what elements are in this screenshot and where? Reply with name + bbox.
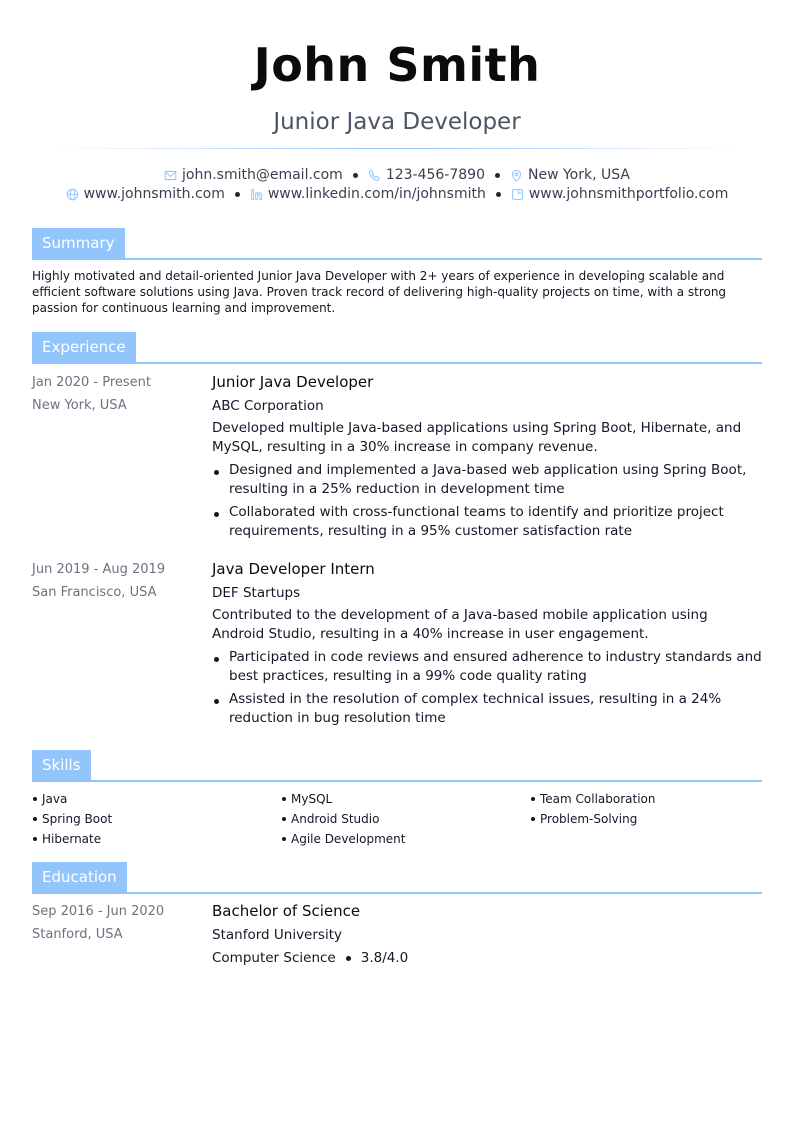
experience-role: Junior Java Developer (212, 373, 374, 391)
experience-section-header (32, 332, 762, 364)
experience-bullet: Designed and implemented a Java-based web application using Spring Boot, resulting in a 25% reduction in development time (212, 461, 764, 499)
skill-item: Problem-Solving (530, 809, 762, 829)
education-details (212, 900, 764, 970)
experience-meta (32, 558, 202, 604)
phone-icon (368, 169, 381, 182)
contact-portfolio[interactable] (511, 185, 729, 203)
education-dates: Sep 2016 - Jun 2020 (32, 904, 165, 919)
education-field-line (212, 947, 764, 970)
education-separator (346, 956, 351, 961)
skills-list (32, 789, 762, 849)
contact-location-text: New York, USA (528, 167, 630, 183)
education-gpa: 3.8/4.0 (360, 950, 409, 966)
skills-heading: Skills (32, 750, 91, 780)
education-section-header (32, 862, 762, 894)
globe-icon (66, 188, 79, 201)
email-icon (164, 169, 177, 182)
education-meta (32, 900, 202, 946)
contact-location (510, 166, 630, 184)
education-degree: Bachelor of Science (212, 902, 361, 920)
location-pin-icon (510, 169, 523, 182)
contact-row-links (0, 185, 794, 203)
experience-heading: Experience (32, 332, 136, 362)
experience-description: Developed multiple Java-based applications using Spring Boot, Hibernate, and MySQL, resulting in a 30% increase in company revenue. (212, 420, 742, 455)
experience-company: DEF Startups (212, 585, 301, 601)
resume-name: John Smith (253, 38, 541, 92)
education-location: Stanford, USA (32, 927, 123, 942)
experience-bullet: Participated in code reviews and ensured adherence to industry standards and best practices, resulting in a 99% code quality rating (212, 648, 764, 686)
experience-bullets (212, 461, 764, 541)
education-school: Stanford University (212, 927, 342, 943)
contact-email-text: john.smith@email.com (182, 167, 343, 183)
education-field: Computer Science (212, 950, 336, 966)
experience-bullets (212, 648, 764, 728)
contact-phone[interactable] (368, 166, 485, 184)
skill-item: Team Collaboration (530, 789, 762, 809)
experience-meta (32, 371, 202, 417)
experience-details (212, 558, 764, 732)
resume-title: Junior Java Developer (273, 109, 521, 135)
skill-item: Spring Boot (32, 809, 281, 829)
education-heading: Education (32, 862, 127, 892)
summary-text: Highly motivated and detail-oriented Junior Java Developer with 2+ years of experience in developing scalable and efficient software solutions using Java. Proven track record of delivering high-quality projects on time, with a strong passion for continuous learning and improvement. (32, 269, 727, 315)
experience-dates: Jun 2019 - Aug 2019 (32, 562, 166, 577)
contact-linkedin[interactable] (250, 185, 486, 203)
summary-heading: Summary (32, 228, 125, 258)
contact-separator (235, 192, 240, 197)
skill-item: Android Studio (281, 809, 530, 829)
experience-location: New York, USA (32, 398, 127, 413)
experience-role: Java Developer Intern (212, 560, 375, 578)
contact-website[interactable] (66, 185, 225, 203)
contact-row-primary (0, 166, 794, 184)
summary-section-header (32, 228, 762, 260)
skill-item: Hibernate (32, 829, 281, 849)
experience-details (212, 371, 764, 545)
experience-location: San Francisco, USA (32, 585, 157, 600)
contact-email[interactable] (164, 166, 343, 184)
contact-phone-text: 123-456-7890 (385, 167, 485, 183)
experience-description: Contributed to the development of a Java-based mobile application using Android Studio, resulting in a 40% increase in user engagement. (212, 607, 708, 642)
skill-item: MySQL (281, 789, 530, 809)
contact-separator (495, 173, 500, 178)
linkedin-icon (250, 188, 263, 201)
contact-website-text: www.johnsmith.com (83, 186, 225, 202)
header-divider (48, 148, 746, 149)
contact-portfolio-text: www.johnsmithportfolio.com (528, 186, 729, 202)
skills-section-header (32, 750, 762, 782)
skill-item: Java (32, 789, 281, 809)
experience-dates: Jan 2020 - Present (32, 375, 151, 390)
contact-linkedin-text: www.linkedin.com/in/johnsmith (267, 186, 486, 202)
contact-separator (353, 173, 358, 178)
contact-separator (496, 192, 501, 197)
experience-bullet: Assisted in the resolution of complex technical issues, resulting in a 24% reduction in bug resolution time (212, 690, 764, 728)
experience-company: ABC Corporation (212, 398, 324, 414)
portfolio-icon (511, 188, 524, 201)
experience-bullet: Collaborated with cross-functional teams to identify and prioritize project requirements, resulting in a 95% customer satisfaction rate (212, 503, 764, 541)
skill-item: Agile Development (281, 829, 530, 849)
